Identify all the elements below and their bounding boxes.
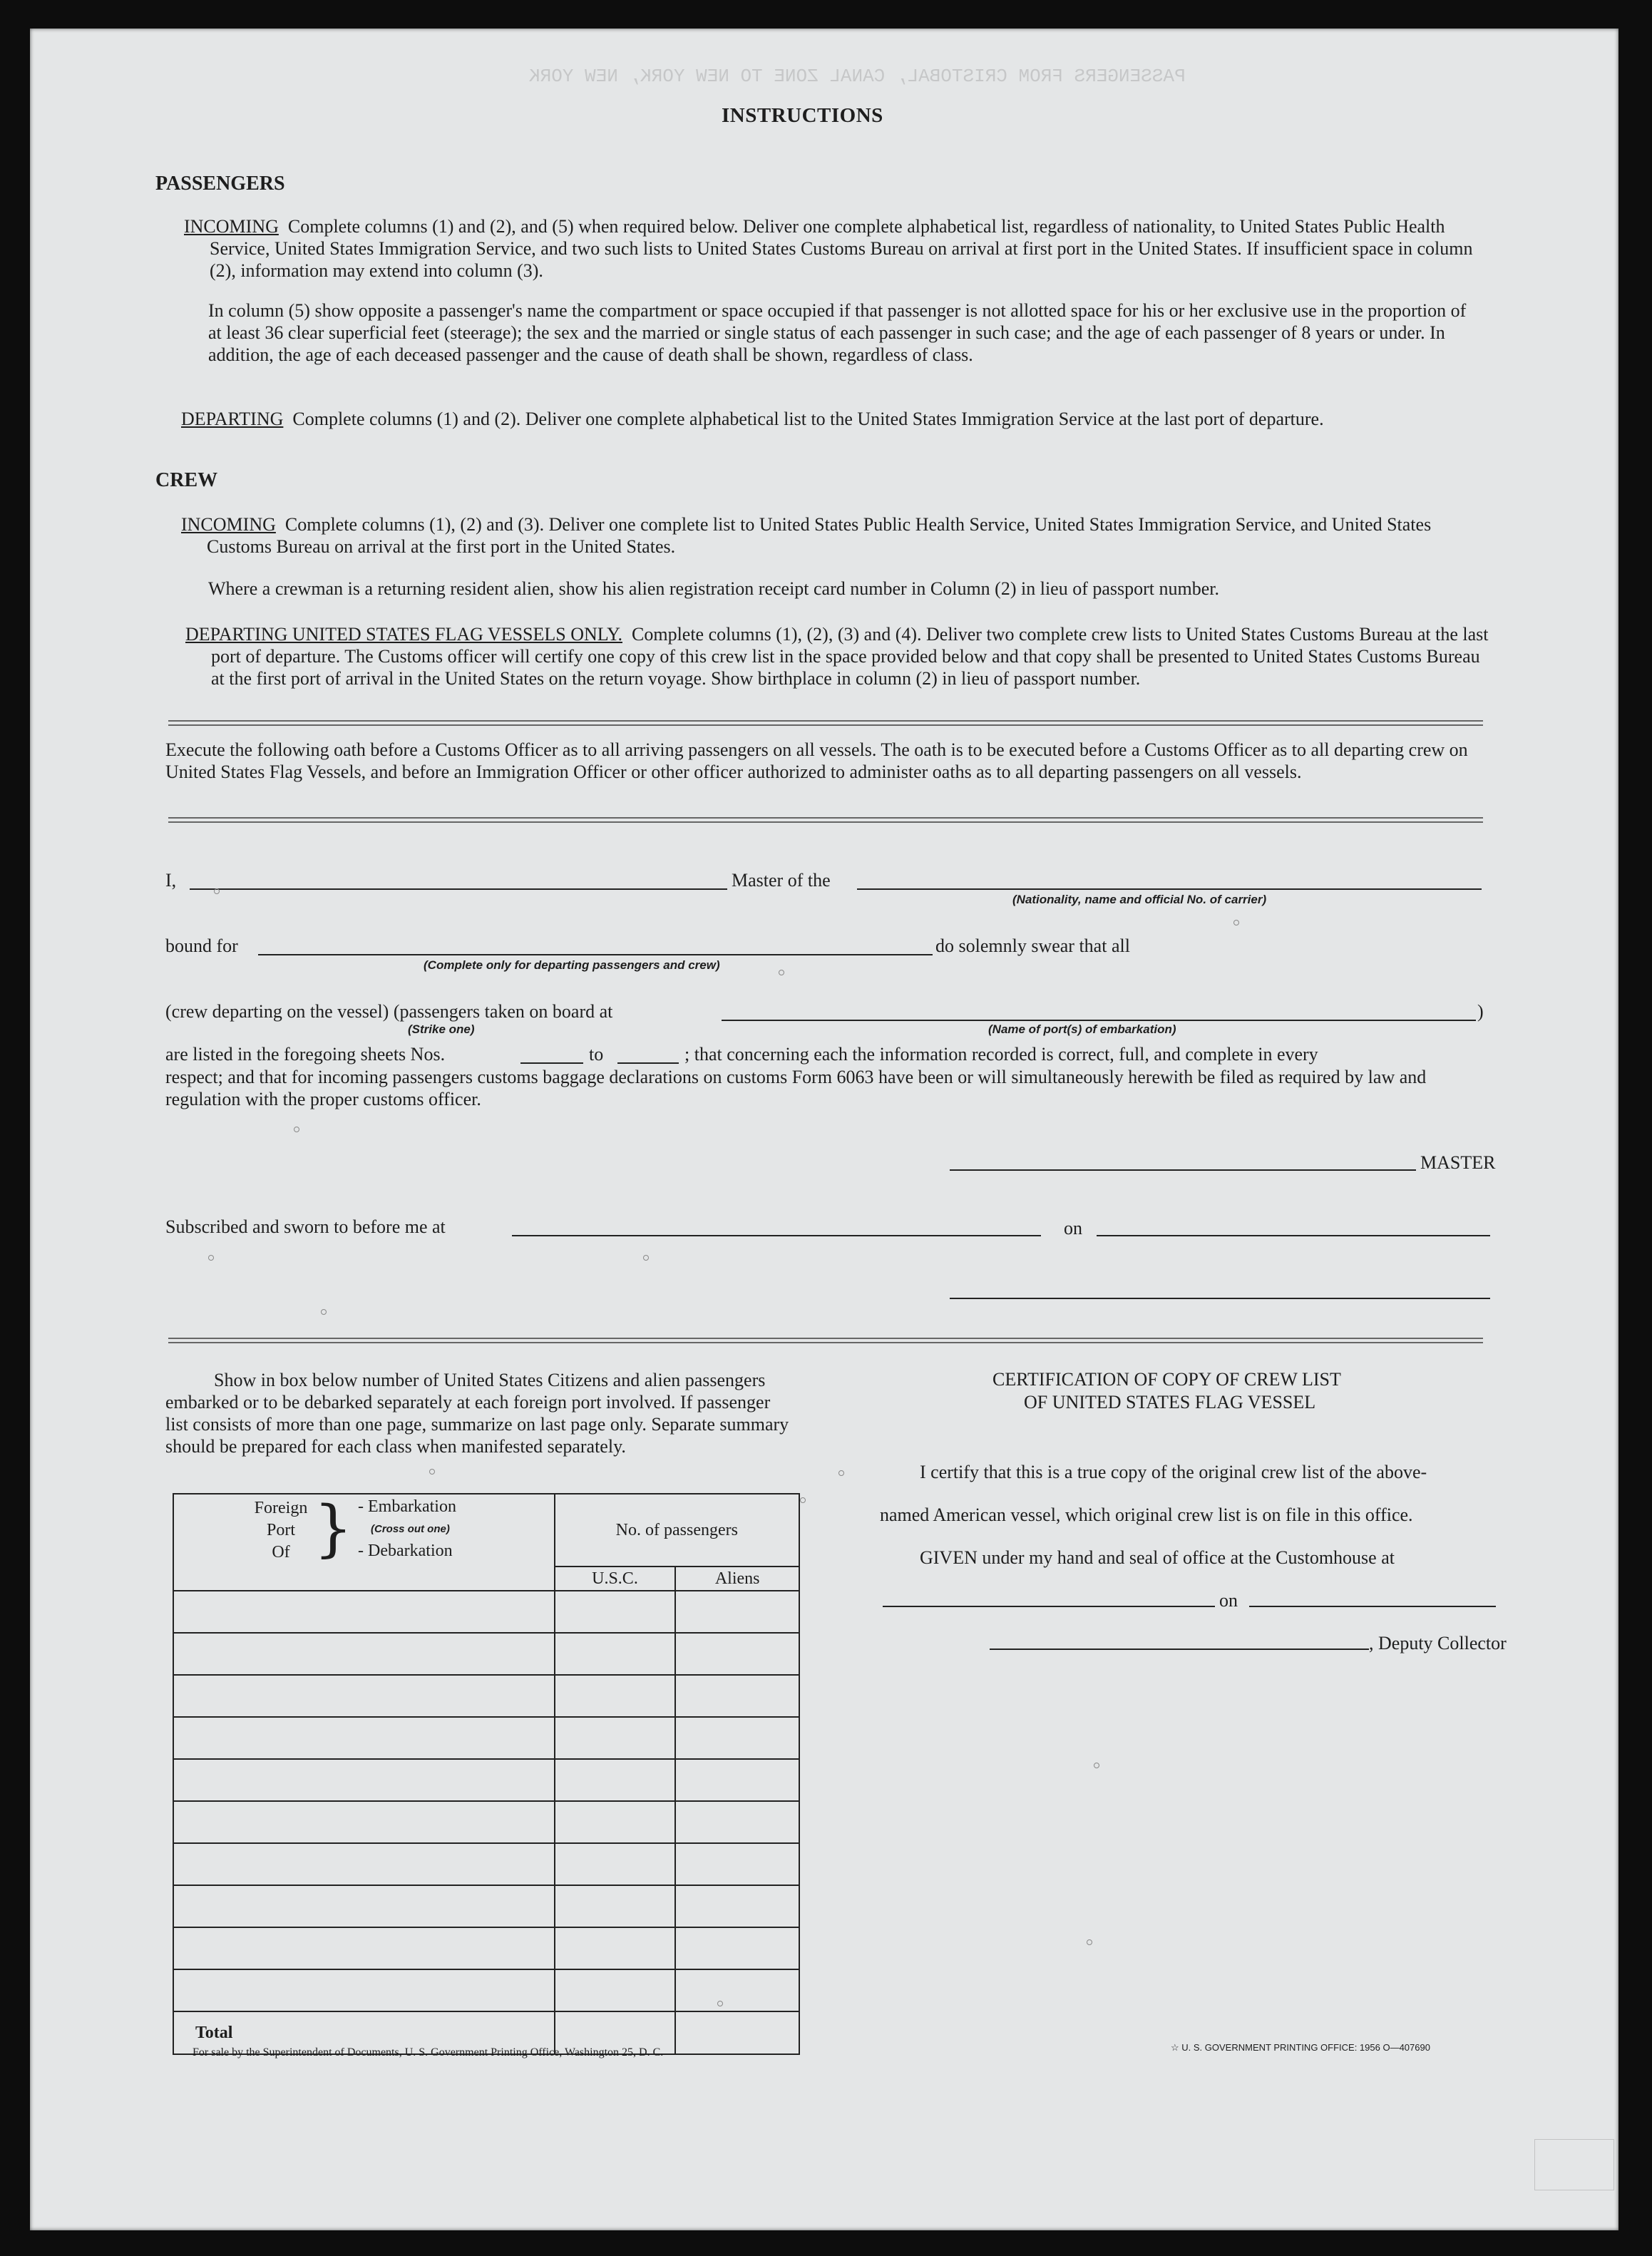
page-title: INSTRUCTIONS: [722, 104, 883, 127]
port-cell[interactable]: [173, 1717, 555, 1759]
certification-line-3: GIVEN under my hand and seal of office at the Customhouse at: [920, 1547, 1395, 1568]
oath-introduction: Execute the following oath before a Customs Officer as to all arriving passengers on all vessels. The oath is to be executed before a Customs Officer as to all departing crew on United States Flag Vessels, and before an Immigration Officer or other officer authorized to administer oaths as to all departing passengers on all vessels.: [165, 739, 1468, 782]
crew-incoming-text: Complete columns (1), (2) and (3). Deliver one complete list to United States Public Health Service, United States Immigration Service, and United States Customs Bureau on arrival at the first port in the United States.: [207, 514, 1432, 557]
sworn-location-field[interactable]: [512, 1235, 1041, 1236]
double-rule: [168, 1338, 1483, 1343]
bound-for-field[interactable]: [258, 954, 933, 955]
total-label: Total: [195, 2023, 233, 2042]
sheets-suffix-label: ; that concerning each the information recorded is correct, full, and complete in every: [684, 1044, 1318, 1065]
bound-for-caption: (Complete only for departing passengers and crew): [424, 958, 720, 972]
aliens-cell[interactable]: [675, 1969, 799, 2011]
crew-departing-text: Complete columns (1), (2), (3) and (4). Deliver two complete crew lists to United States Customs Bureau at the last port of departure. The Customs officer will certify one copy of this crew list in the space provided below and that copy shall be presented to United States Customs Bureau at the first port of arrival in the United States on the return voyage. Show birthplace in column (2) in lieu of passport number.: [211, 624, 1489, 689]
deputy-collector-signature-field[interactable]: [990, 1649, 1369, 1650]
paper-speck: [321, 1309, 327, 1315]
cross-out-caption: (Cross out one): [371, 1523, 450, 1535]
passenger-summary-table: [173, 1493, 800, 2055]
aliens-cell[interactable]: [675, 1591, 799, 1633]
aliens-cell[interactable]: [675, 1675, 799, 1717]
aliens-cell[interactable]: [675, 1633, 799, 1675]
usc-cell[interactable]: [555, 1801, 676, 1843]
aliens-total-cell[interactable]: [675, 2011, 799, 2054]
passengers-incoming-instructions: [184, 215, 1500, 282]
port-cell[interactable]: [173, 1885, 555, 1927]
close-paren: ): [1477, 1001, 1484, 1022]
port-cell[interactable]: [173, 1633, 555, 1675]
passengers-incoming-lead: INCOMING: [184, 216, 279, 237]
crew-resident-alien-instructions: Where a crewman is a returning resident alien, show his alien registration receipt card number in Column (2) in lieu of passport number.: [208, 578, 1220, 599]
passengers-heading: PASSENGERS: [155, 173, 285, 195]
bound-for-label: bound for: [165, 935, 238, 956]
paper-speck: [1094, 1763, 1099, 1768]
sworn-on-label: on: [1064, 1218, 1082, 1239]
paper-speck: [294, 1127, 299, 1132]
passengers-departing-lead: DEPARTING: [181, 409, 284, 429]
aliens-cell[interactable]: [675, 1717, 799, 1759]
port-cell[interactable]: [173, 1591, 555, 1633]
of-label: Of: [272, 1543, 290, 1562]
carrier-caption: (Nationality, name and official No. of carrier): [1012, 893, 1267, 906]
certification-line-1: I certify that this is a true copy of the original crew list of the above-: [920, 1462, 1427, 1482]
double-rule: [168, 817, 1483, 823]
summary-instructions: Show in box below number of United States Citizens and alien passengers embarked or to be debarked separately at each foreign port involved. If passenger list consists of more than one page, summarize on last page only. Separate summary should be prepared for each class when manifested separately.: [165, 1370, 789, 1457]
aliens-cell[interactable]: [675, 1927, 799, 1969]
master-signature-label: MASTER: [1420, 1152, 1496, 1173]
sheets-to-label: to: [589, 1044, 604, 1065]
customhouse-field[interactable]: [883, 1606, 1215, 1607]
master-name-field[interactable]: [190, 888, 727, 890]
no-of-passengers-header: No. of passengers: [555, 1494, 799, 1567]
foreign-label: Foreign: [254, 1499, 308, 1517]
crew-departing-instructions: [185, 623, 1494, 689]
port-caption: (Name of port(s) of embarkation): [988, 1022, 1176, 1036]
document-page: [30, 29, 1618, 2230]
port-cell[interactable]: [173, 1927, 555, 1969]
crew-departing-lead: DEPARTING UNITED STATES FLAG VESSELS ONLY.: [185, 624, 622, 645]
aliens-cell[interactable]: [675, 1885, 799, 1927]
strike-one-caption: (Strike one): [408, 1022, 475, 1036]
crew-incoming-lead: INCOMING: [181, 514, 276, 535]
master-signature-field[interactable]: [950, 1169, 1416, 1171]
paper-speck: [643, 1255, 649, 1261]
paper-speck: [1233, 920, 1239, 926]
paper-speck: [1087, 1939, 1092, 1945]
aliens-cell[interactable]: [675, 1843, 799, 1885]
paper-speck: [429, 1469, 435, 1475]
crew-departing-label: (crew departing on the vessel) (passengers taken on board at: [165, 1001, 613, 1022]
double-rule: [168, 720, 1483, 726]
certification-on-label: on: [1219, 1590, 1238, 1611]
usc-cell[interactable]: [555, 1927, 676, 1969]
usc-cell[interactable]: [555, 1717, 676, 1759]
usc-cell[interactable]: [555, 1843, 676, 1885]
aliens-cell[interactable]: [675, 1759, 799, 1801]
sheet-to-field[interactable]: [617, 1062, 679, 1064]
aliens-header: Aliens: [675, 1567, 799, 1591]
port-cell[interactable]: [173, 1969, 555, 2011]
oath-declaration-text: respect; and that for incoming passengers customs baggage declarations on customs Form 6063 have been or will simultaneously herewith be filed as required by law and regulation with the proper customs officer.: [165, 1067, 1427, 1109]
certification-heading-2: OF UNITED STATES FLAG VESSEL: [1024, 1392, 1316, 1412]
usc-cell[interactable]: [555, 1759, 676, 1801]
paper-speck: [838, 1470, 844, 1476]
crew-heading: CREW: [155, 469, 218, 491]
usc-cell[interactable]: [555, 1591, 676, 1633]
master-of-the-label: Master of the: [732, 870, 831, 891]
foreign-port-header: [173, 1494, 555, 1591]
passengers-departing-instructions: [181, 408, 1500, 430]
carrier-field[interactable]: [857, 888, 1482, 890]
usc-header: U.S.C.: [555, 1567, 676, 1591]
swear-label: do solemnly swear that all: [935, 935, 1130, 956]
sheet-from-field[interactable]: [520, 1062, 583, 1064]
paper-speck: [208, 1255, 214, 1261]
usc-cell[interactable]: [555, 1633, 676, 1675]
column5-instructions: In column (5) show opposite a passenger's name the compartment or space occupied if that passenger is not allotted space for his or her exclusive use in the proportion of at least 36 clear superficial feet (steerage); the sex and the married or single status of each passenger in such case; and the age of each passenger of 8 years or under. In addition, the age of each deceased passenger and the cause of death shall be shown, regardless of class.: [208, 300, 1467, 365]
certification-line-2: named American vessel, which original crew list is on file in this office.: [880, 1504, 1413, 1525]
usc-cell[interactable]: [555, 1885, 676, 1927]
sworn-date-field[interactable]: [1097, 1235, 1490, 1236]
corner-mark: [1534, 2139, 1614, 2190]
paper-speck: [717, 2001, 723, 2006]
port-cell[interactable]: [173, 1801, 555, 1843]
debarkation-label: - Debarkation: [358, 1542, 453, 1560]
usc-cell[interactable]: [555, 1969, 676, 2011]
officer-signature-field[interactable]: [950, 1298, 1490, 1299]
embarkation-label: - Embarkation: [358, 1497, 456, 1516]
port-label: Port: [266, 1521, 295, 1539]
port-of-embarkation-field[interactable]: [722, 1020, 1476, 1021]
passengers-incoming-text: Complete columns (1) and (2), and (5) when required below. Deliver one complete alphabetical list, regardless of nationality, to United States Public Health Service, United States Immigration Service, and two such lists to United States Customs Bureau on arrival at first port in the United States. If insufficient space in column (2), information may extend into column (3).: [210, 216, 1473, 281]
crew-incoming-instructions: [181, 513, 1500, 558]
port-cell[interactable]: [173, 1759, 555, 1801]
certification-heading-1: CERTIFICATION OF COPY OF CREW LIST: [992, 1369, 1341, 1390]
port-cell[interactable]: [173, 1843, 555, 1885]
port-cell[interactable]: [173, 1675, 555, 1717]
paper-speck: [800, 1497, 806, 1503]
brace: }: [314, 1493, 353, 1564]
oath-i-label: I,: [165, 870, 177, 891]
sheets-prefix-label: are listed in the foregoing sheets Nos.: [165, 1044, 446, 1065]
footer-sales-note: For sale by the Superintendent of Documents, U. S. Government Printing Office, Washington 25, D. C.: [193, 2046, 664, 2058]
certification-date-field[interactable]: [1249, 1606, 1496, 1607]
paper-speck: [779, 970, 784, 975]
usc-cell[interactable]: [555, 1675, 676, 1717]
paper-speck: [214, 888, 220, 894]
deputy-collector-label: , Deputy Collector: [1369, 1633, 1507, 1653]
bleed-through-text: PASSENGERS FROM CRISTOBAL, CANAL ZONE TO NEW YORK, NEW YORK: [529, 66, 1186, 87]
aliens-cell[interactable]: [675, 1801, 799, 1843]
subscribed-label: Subscribed and sworn to before me at: [165, 1216, 446, 1237]
passengers-departing-text: Complete columns (1) and (2). Deliver one complete alphabetical list to the United States Immigration Service at the last port of departure.: [292, 409, 1324, 429]
footer-printing-office: ☆ U. S. GOVERNMENT PRINTING OFFICE: 1956 O—407690: [1171, 2042, 1430, 2053]
